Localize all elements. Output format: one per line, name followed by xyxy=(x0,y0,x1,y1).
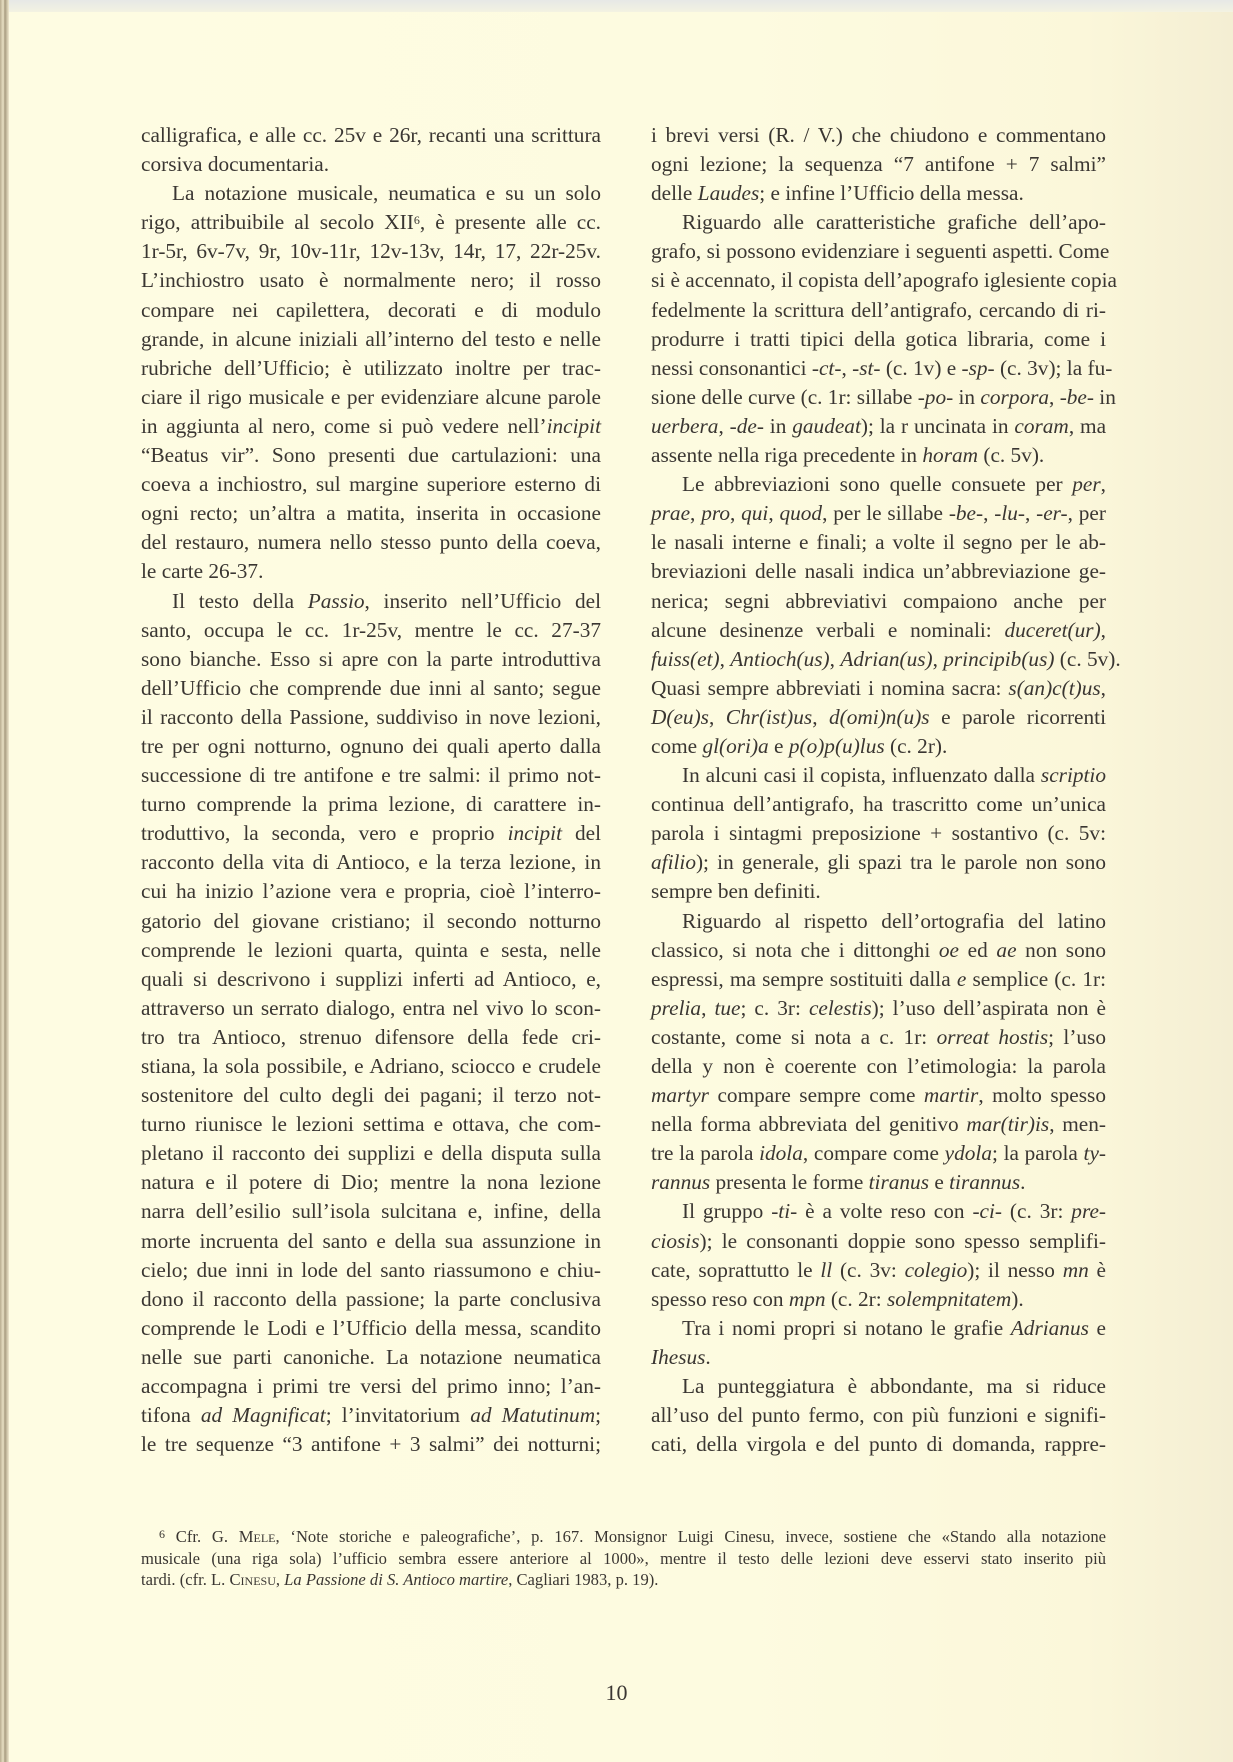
paragraph-start: La notazione musicale, neumatica e su un solo xyxy=(172,181,601,206)
left-column xyxy=(141,121,601,1459)
text-line: cui ha inizio l’azione vera e propria, cioè l’interro- xyxy=(141,879,601,904)
text-line: sono bianche. Esso si apre con la parte introduttiva xyxy=(141,646,601,671)
paragraph-start: Il testo della Passio, inserito nell’Ufficio del xyxy=(172,588,601,613)
text-line: successione di tre antifone e tre salmi: il primo not- xyxy=(141,763,601,788)
text-line: compare nei capilettera, decorati e di modulo xyxy=(141,297,601,322)
text-line: si è accennato, il copista dell’apografo iglesiente copia xyxy=(651,268,1117,293)
text-line: tro tra Antioco, strenuo difensore della fede cri- xyxy=(141,1024,601,1049)
text-line: calligrafica, e alle cc. 25v e 26r, recanti una scrittura xyxy=(141,123,601,147)
book-binding-edge xyxy=(0,0,9,1762)
text-line: morte incruenta del santo e della sua assunzione in xyxy=(141,1228,601,1253)
text-line: afilio); in generale, gli spazi tra le parole non sono xyxy=(651,850,1106,875)
text-line: ogni lezione; la sequenza “7 antifone + 7 salmi” xyxy=(651,152,1106,177)
text-line: stiana, la sola possibile, e Adriano, sciocco e crudele xyxy=(141,1054,601,1078)
text-line: corsiva documentaria. xyxy=(141,152,330,177)
text-line: Quasi sempre abbreviati i nomina sacra: s(an)c(t)us, xyxy=(651,675,1106,700)
text-line: nelle sue parti canoniche. La notazione neumatica xyxy=(141,1344,601,1369)
text-line: nessi consonantici -ct-, -st- (c. 1v) e -sp- (c. 3v); la fu- xyxy=(651,355,1113,380)
text-line: il racconto della Passione, suddiviso in nove lezioni, xyxy=(141,704,601,729)
footnote-line: $^6$ Cfr. G. Mele, ‘Note storiche e paleografiche’, p. 167. Monsignor Luigi Cinesu, invece, sostiene che «Stando alla notazione xyxy=(159,1527,1106,1546)
text-line: spesso reso con mpn (c. 2r: solempnitatem). xyxy=(651,1286,1024,1311)
footnote xyxy=(141,1526,1106,1591)
text-line: attraverso un serrato dialogo, entra nel vivo lo scon- xyxy=(141,995,601,1020)
text-line: comprende le lezioni quarta, quinta e sesta, nelle xyxy=(141,937,601,962)
footnote-ref[interactable]: 6 xyxy=(413,213,420,228)
text-line: santo, occupa le cc. 1r-25v, mentre le cc. 27-37 xyxy=(141,617,601,642)
text-line: 1r-5r, 6v-7v, 9r, 10v-11r, 12v-13v, 14r, 17, 22r-25v. xyxy=(141,239,601,264)
footnote-marker: 6 xyxy=(159,1527,165,1541)
text-line: cielo; due inni in lode del santo riassumono e chiu- xyxy=(141,1257,601,1282)
page-number: 10 xyxy=(605,1680,628,1705)
paragraph-start: Tra i nomi propri si notano le grafie Adrianus e xyxy=(682,1315,1106,1340)
text-line: natura e il potere di Dio; mentre la nona lezione xyxy=(141,1170,601,1195)
text-line: dono il racconto della passione; la parte conclusiva xyxy=(141,1286,601,1311)
text-line: gatorio del giovane cristiano; il secondo notturno xyxy=(141,908,601,933)
text-line: narra dell’esilio sull’isola sulcitana e, infine, della xyxy=(141,1199,601,1224)
text-line: pletano il racconto dei supplizi e della disputa sulla xyxy=(141,1141,601,1166)
text-line: Ihesus. xyxy=(651,1344,711,1369)
footnote-line: musicale (una riga sola) l’ufficio sembra essere anteriore al 1000», mentre il testo delle lezioni deve esservi stato inserito più xyxy=(141,1548,1106,1568)
text-line: dell’Ufficio che comprende due inni al santo; segue xyxy=(141,675,601,700)
text-line: accompagna i primi tre versi del primo inno; l’an- xyxy=(141,1374,601,1399)
text-line: rubriche dell’Ufficio; è utilizzato inoltre per trac- xyxy=(141,355,601,380)
text-line: del restauro, numera nello stesso punto della coeva, xyxy=(141,530,601,555)
paragraph-start: La punteggiatura è abbondante, ma si riduce xyxy=(682,1374,1106,1399)
text-line: prae, pro, qui, quod, per le sillabe -be-, -lu-, -er-, per xyxy=(651,501,1106,526)
text-line: delle Laudes; e infine l’Ufficio della messa. xyxy=(651,181,1024,206)
text-line: all’uso del punto fermo, con più funzioni e signifi- xyxy=(651,1403,1106,1428)
text-line: comprende le Lodi e l’Ufficio della messa, scandito xyxy=(141,1315,601,1340)
text-line: rannus presenta le forme tiranus e tirannus. xyxy=(651,1170,1026,1195)
scan-top-edge xyxy=(0,0,1233,12)
text-line: costante, come si nota a c. 1r: orreat hostis; l’uso xyxy=(651,1024,1106,1049)
text-line: breviazioni delle nasali indica un’abbreviazione ge- xyxy=(651,559,1106,584)
text-line: tre per ogni notturno, ognuno dei quali aperto dalla xyxy=(141,733,601,758)
paragraph-start: Il gruppo -ti- è a volte reso con -ci- (c. 3r: pre- xyxy=(682,1199,1106,1224)
text-line: martyr compare sempre come martir, molto spesso xyxy=(651,1083,1106,1108)
paragraph-start: Le abbreviazioni sono quelle consuete per per, xyxy=(682,472,1106,497)
paragraph-start: Riguardo al rispetto dell’ortografia del latino xyxy=(682,908,1106,933)
text-line: le tre sequenze “3 antifone + 3 salmi” dei notturni; xyxy=(141,1432,601,1457)
text-line: assente nella riga precedente in horam (c. 5v). xyxy=(651,443,1045,468)
text-line: le carte 26-37. xyxy=(141,559,264,584)
text-line: quali si descrivono i supplizi inferti ad Antioco, e, xyxy=(141,966,601,991)
text-line: troduttivo, la seconda, vero e proprio incipit del xyxy=(141,821,602,846)
text-line: turno comprende la prima lezione, di carattere in- xyxy=(141,792,601,817)
text-line: nerica; segni abbreviativi compaiono anche per xyxy=(651,588,1106,613)
text-line: sempre ben definiti. xyxy=(651,879,821,904)
text-line: produrre i tratti tipici della gotica libraria, come i xyxy=(651,326,1106,351)
text-line: i brevi versi (R. / V.) che chiudono e commentano xyxy=(651,123,1106,147)
text-line: fuiss(et), Antioch(us), Adrian(us), principib(us) (c. 5v). xyxy=(651,646,1121,671)
text-line: ciare il rigo musicale e per evidenziare alcune parole xyxy=(141,384,601,409)
text-line: sostenitore del culto degli dei pagani; il terzo not- xyxy=(141,1083,601,1108)
text-line: parola i sintagmi preposizione + sostantivo (c. 5v: xyxy=(651,821,1106,846)
text-line: rigo, attribuibile al secolo XII$^6$, è presente alle cc. xyxy=(141,210,601,235)
text-line: grafo, si possono evidenziare i seguenti aspetti. Come xyxy=(651,239,1110,264)
text-line: coeva a inchiostro, sul margine superiore esterno di xyxy=(141,472,601,497)
text-line: alcune desinenze verbali e nominali: duceret(ur), xyxy=(651,617,1106,642)
paragraph-start: In alcuni casi il copista, influenzato dalla scriptio xyxy=(682,763,1106,788)
text-line: L’inchiostro usato è normalmente nero; il rosso xyxy=(141,268,601,293)
text-line: D(eu)s, Chr(ist)us, d(omi)n(u)s e parole ricorrenti xyxy=(651,704,1106,729)
text-line: racconto della vita di Antioco, e la terza lezione, in xyxy=(141,850,601,875)
right-column xyxy=(651,121,1121,1459)
text-line: “Beatus vir”. Sono presenti due cartulazioni: una xyxy=(141,443,601,468)
text-line: cate, soprattutto le ll (c. 3v: colegio); il nesso mn è xyxy=(651,1257,1106,1282)
text-line: classico, si nota che i dittonghi oe ed ae non sono xyxy=(651,937,1107,962)
text-line: ogni recto; un’altra a matita, inserita in occasione xyxy=(141,501,601,526)
text-line: tifona ad Magnificat; l’invitatorium ad Matutinum; xyxy=(141,1403,602,1428)
text-line: tre la parola idola, compare come ydola; la parola ty- xyxy=(651,1141,1106,1166)
text-line: sione delle curve (c. 1r: sillabe -po- in corpora, -be- in xyxy=(651,384,1116,409)
text-line: come gl(ori)a e p(o)p(u)lus (c. 2r). xyxy=(651,733,948,758)
author-name: Mele xyxy=(238,1527,276,1546)
text-line: continua dell’antigrafo, ha trascritto come un’unica xyxy=(651,792,1106,817)
text-line: fedelmente la scrittura dell’antigrafo, cercando di ri- xyxy=(651,297,1106,322)
text-line: le nasali interne e finali; a volte il segno per le ab- xyxy=(651,530,1106,555)
author-name: Cinesu xyxy=(229,1570,276,1589)
text-line: grande, in alcune iniziali all’interno del testo e nelle xyxy=(141,326,601,351)
text-line: in aggiunta al nero, come si può vedere nell’incipit xyxy=(141,413,601,438)
text-line: ciosis); le consonanti doppie sono spesso semplifi- xyxy=(651,1228,1106,1253)
text-line: prelia, tue; c. 3r: celestis); l’uso dell’aspirata non è xyxy=(651,995,1106,1020)
text-line: nella forma abbreviata del genitivo mar(tir)is, men- xyxy=(651,1112,1106,1137)
paragraph-start: Riguardo alle caratteristiche grafiche dell’apo- xyxy=(682,210,1106,235)
text-line: della y non è coerente con l’etimologia: la parola xyxy=(651,1054,1106,1078)
text-line: cati, della virgola e del punto di domanda, rappre- xyxy=(651,1432,1106,1457)
text-line: turno riunisce le lezioni settima e ottava, che com- xyxy=(141,1112,601,1137)
text-line: espressi, ma sempre sostituiti dalla e semplice (c. 1r: xyxy=(651,966,1106,991)
footnote-line: tardi. (cfr. L. Cinesu, La Passione di S. Antioco martire, Cagliari 1983, p. 19). xyxy=(141,1570,659,1589)
text-line: uerbera, -de- in gaudeat); la r uncinata in coram, ma xyxy=(651,413,1107,438)
